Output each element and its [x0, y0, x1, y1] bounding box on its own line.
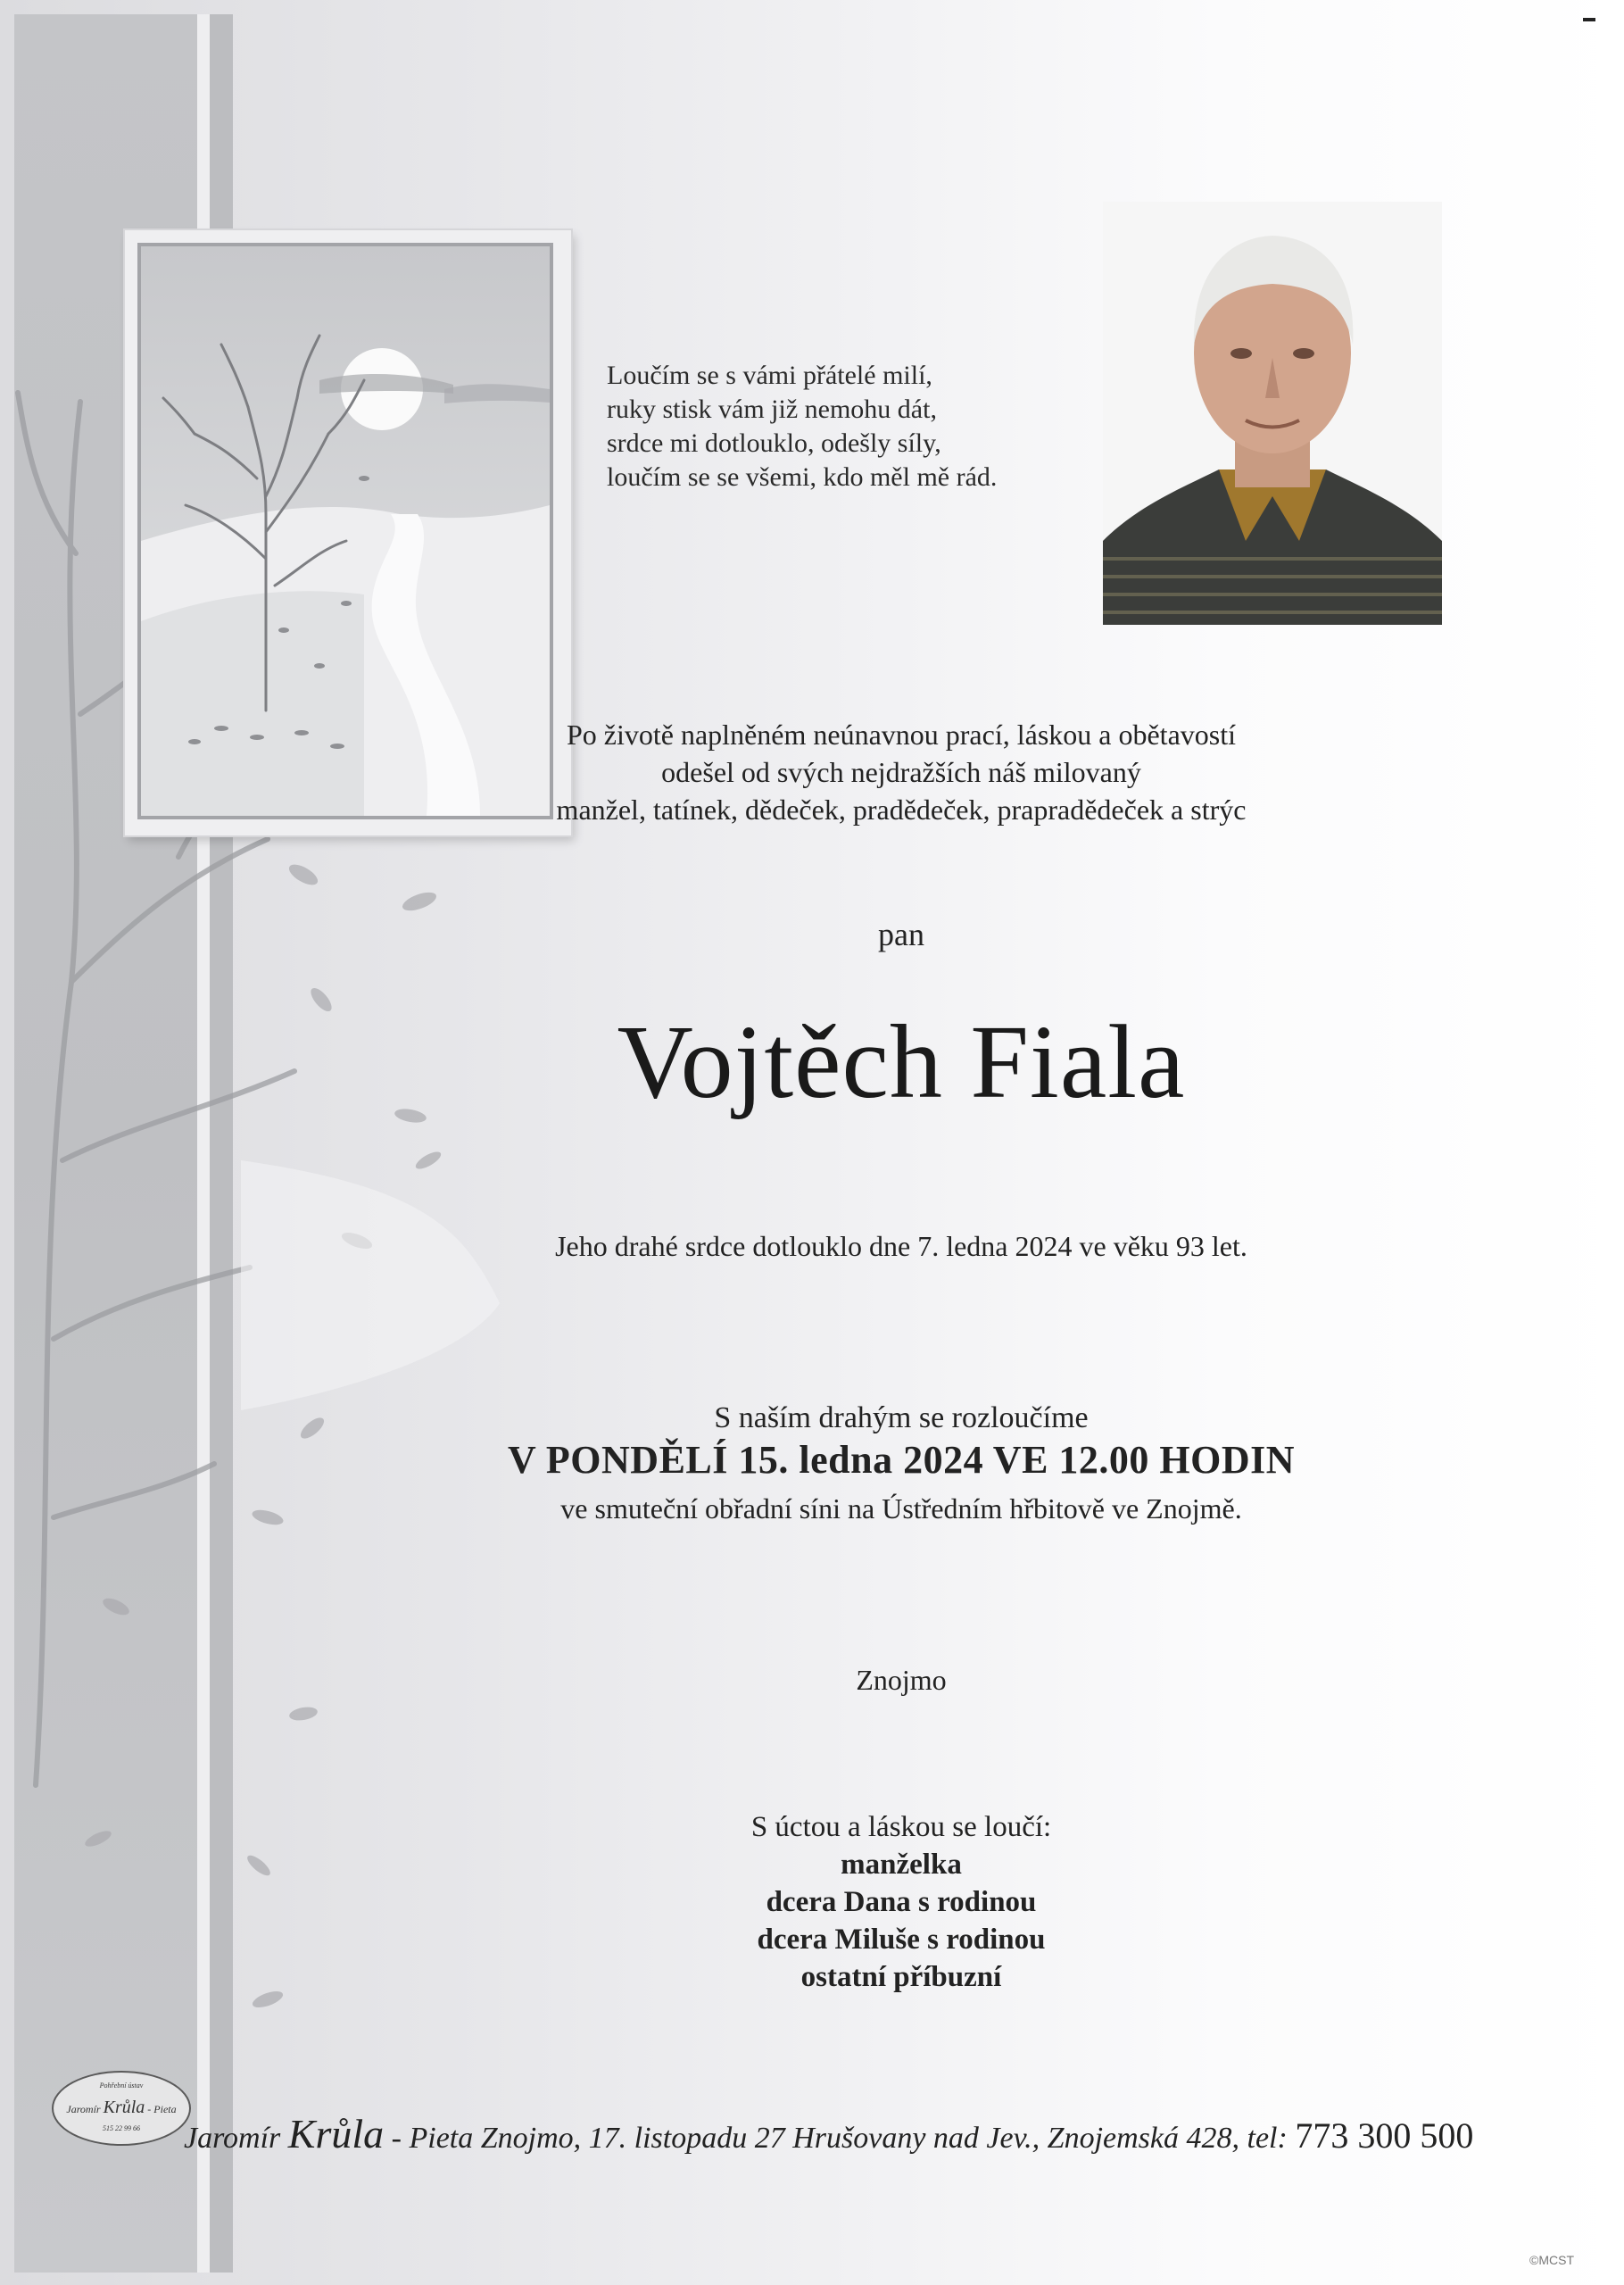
footer-phone: 773 300 500: [1295, 2115, 1474, 2156]
stamp-phone: 515 22 99 66: [103, 2124, 140, 2132]
mourners-heading: S úctou a láskou se loučí:: [750, 1811, 1052, 1843]
footer-contact: [184, 2110, 1473, 2157]
funeral-home-stamp: [52, 2071, 191, 2146]
farewell-date: V PONDĚLÍ 15. ledna 2024 VE 12.00 HODIN: [507, 1438, 1296, 1482]
mourner: dcera Miluše s rodinou: [757, 1924, 1046, 1956]
poem-line: srdce mi dotlouklo, odešly síly,: [607, 428, 941, 458]
intro-line: manžel, tatínek, dědeček, pradědeček, prapradědeček a strýc: [556, 794, 1247, 826]
mourner: manželka: [841, 1849, 962, 1881]
intro-text: [375, 716, 1428, 828]
poem-line: loučím se se všemi, kdo měl mě rád.: [607, 462, 998, 492]
portrait-photo: [1103, 202, 1442, 625]
deceased-name: Vojtěch Fiala: [617, 1003, 1186, 1120]
death-notice: Jeho drahé srdce dotlouklo dne 7. ledna 2024 ve věku 93 let.: [555, 1230, 1247, 1262]
mourner: ostatní příbuzní: [800, 1961, 1002, 1993]
mourners: [375, 1808, 1428, 1996]
stamp-top: Pohřební ústav: [99, 2081, 144, 2090]
stamp-name-prefix: Jaromír: [66, 2103, 101, 2115]
farewell-place: ve smuteční obřadní síni na Ústředním hřbitově ve Znojmě.: [560, 1492, 1242, 1525]
farewell-intro: S naším drahým se rozloučíme: [714, 1401, 1089, 1434]
intro-line: odešel od svých nejdražších náš milovaný: [661, 756, 1141, 788]
footer-surname: Krůla: [287, 2111, 385, 2156]
poem-line: ruky stisk vám již nemohu dát,: [607, 395, 937, 424]
footer-first-name: Jaromír: [184, 2122, 281, 2155]
town: Znojmo: [856, 1664, 947, 1696]
copyright: ©MCST: [1529, 2253, 1574, 2267]
stamp-name-suffix: - Pieta: [147, 2103, 177, 2115]
mourner: dcera Dana s rodinou: [766, 1886, 1037, 1918]
poem-line: Loučím se s vámi přátelé milí,: [607, 361, 932, 390]
corner-mark: [1583, 18, 1595, 21]
poem: [607, 359, 997, 494]
honorific: pan: [878, 917, 924, 952]
stamp-name-main: Krůla: [103, 2098, 145, 2117]
footer-addresses: - Pieta Znojmo, 17. listopadu 27 Hrušovany nad Jev., Znojemská 428, tel:: [391, 2122, 1288, 2155]
stamp-name: [54, 2098, 189, 2118]
intro-line: Po životě naplněném neúnavnou prací, láskou a obětavostí: [566, 719, 1236, 751]
